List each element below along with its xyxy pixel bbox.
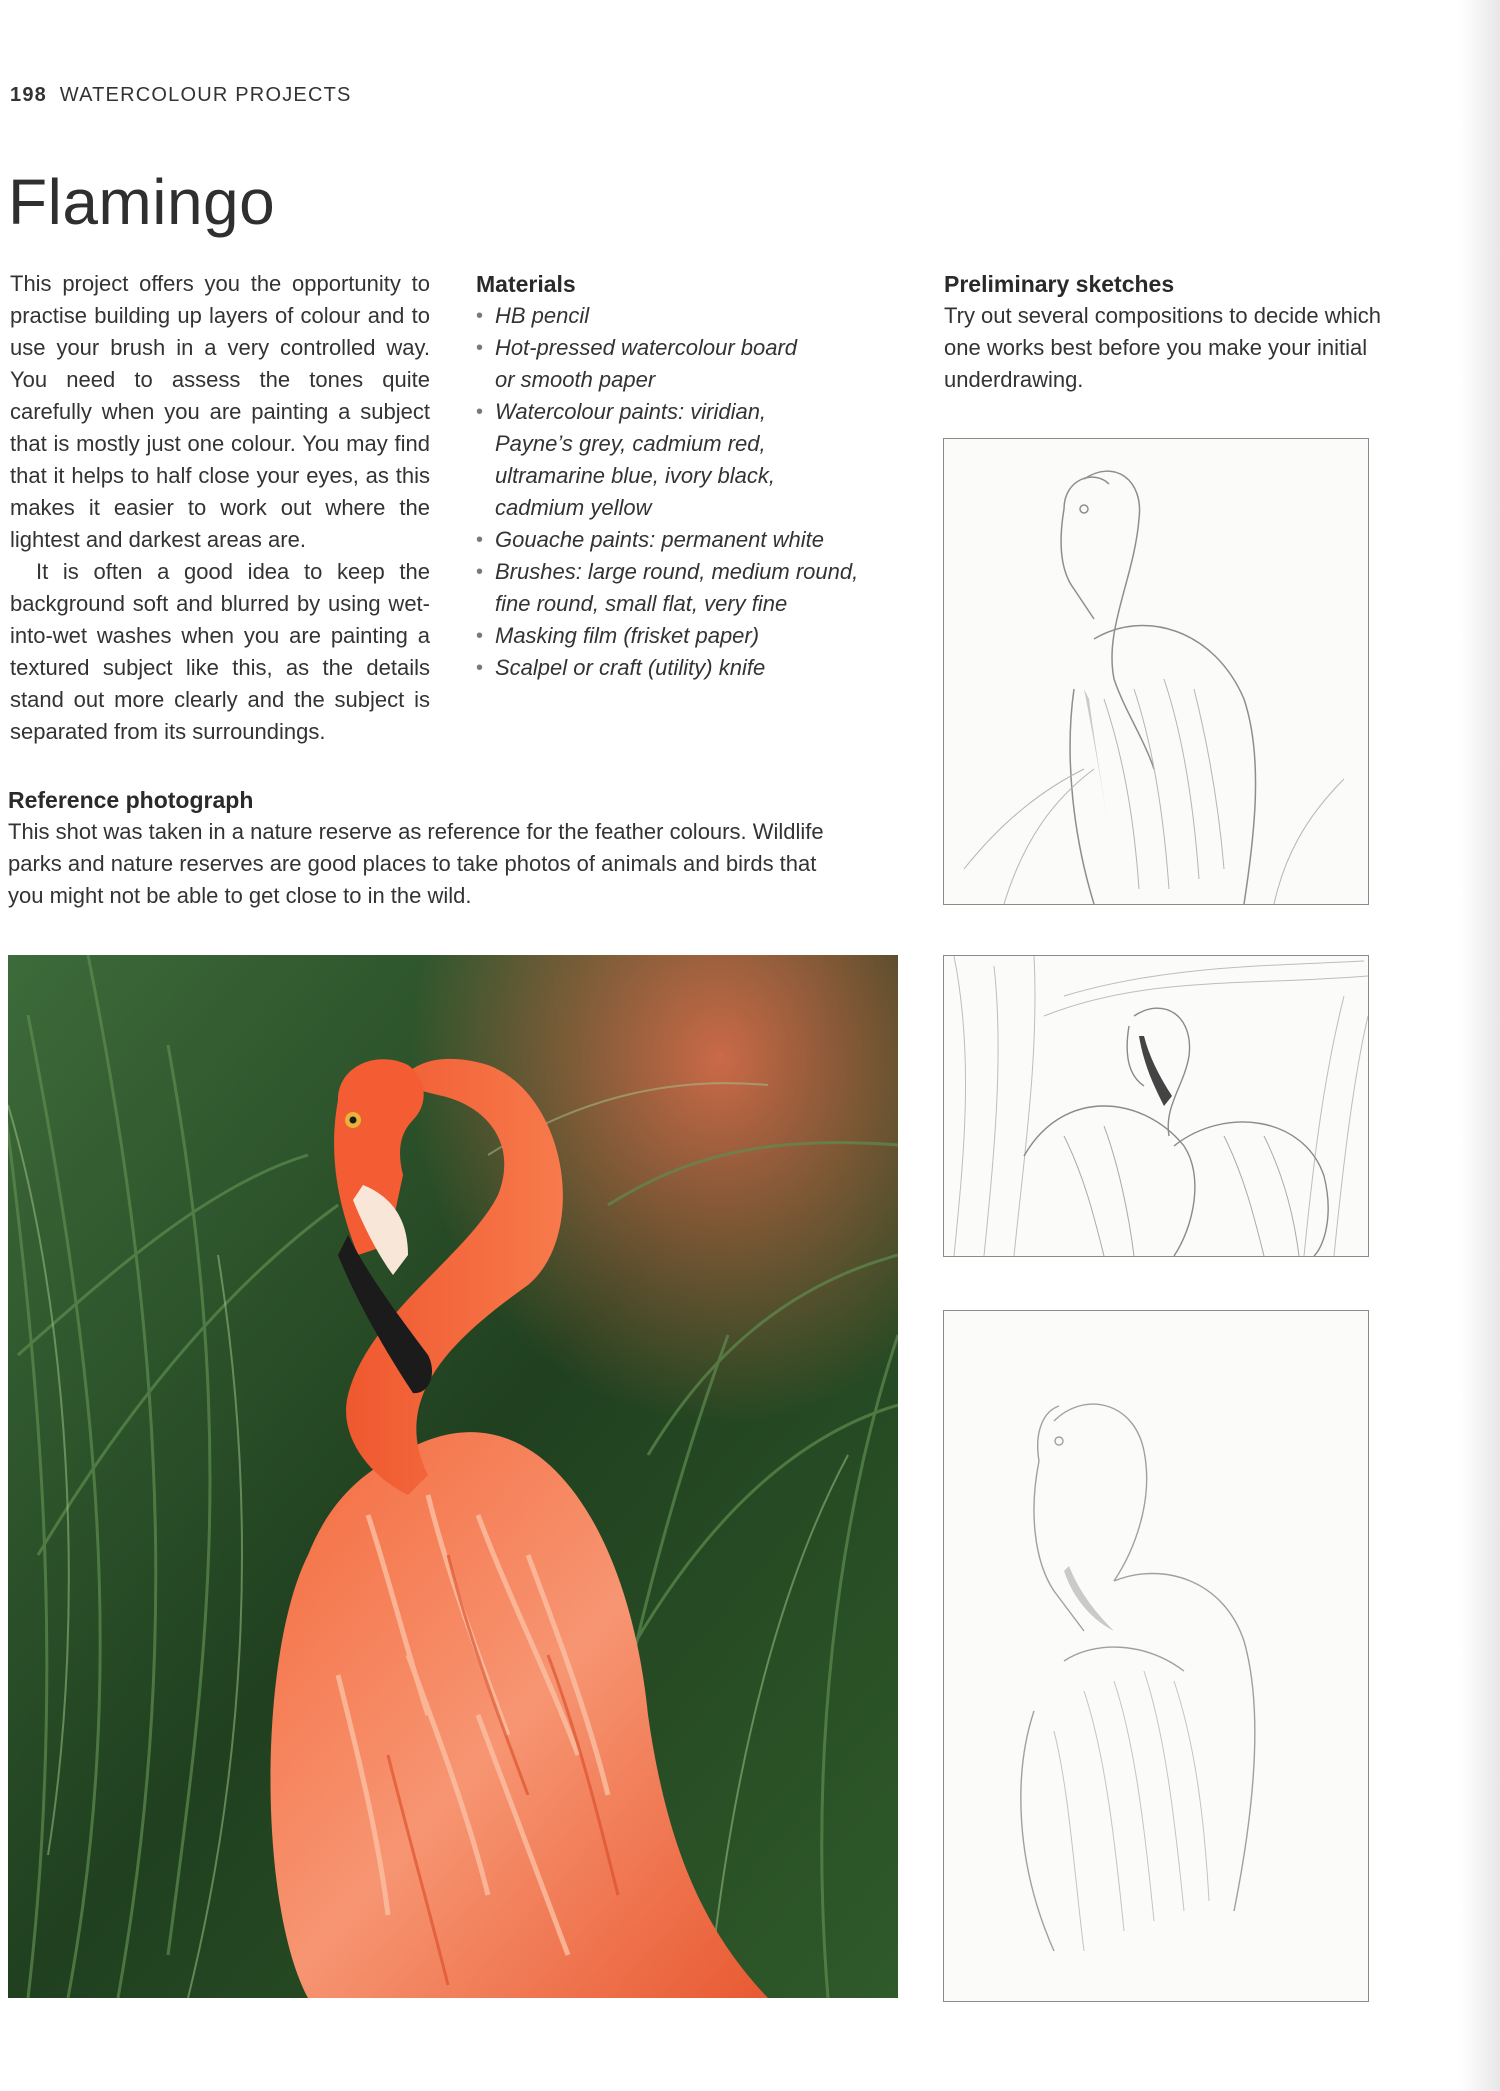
list-item: • HB pencil bbox=[476, 300, 916, 332]
preliminary-sketch-1 bbox=[943, 438, 1369, 905]
list-item: • Scalpel or craft (utility) knife bbox=[476, 652, 916, 684]
section-name: WATERCOLOUR PROJECTS bbox=[59, 84, 352, 106]
preliminary-heading: Preliminary sketches bbox=[944, 271, 1175, 297]
flamingo-photo-illustration bbox=[8, 955, 898, 1998]
preliminary-sketch-3 bbox=[943, 1310, 1369, 2002]
intro-text bbox=[10, 268, 430, 748]
reference-section bbox=[8, 784, 828, 912]
intro-paragraph-2: It is often a good idea to keep the background soft and blurred by using wet-into-wet washes when you are painting a textured subject like this, as the details stand out more clearly and the subject is separated from its surroundings. bbox=[10, 559, 430, 744]
preliminary-sketch-2 bbox=[943, 955, 1369, 1257]
bullet-icon: • bbox=[476, 401, 484, 423]
materials-section bbox=[476, 268, 916, 684]
bullet-icon: • bbox=[476, 529, 484, 551]
flamingo-sketch-1 bbox=[944, 439, 1368, 904]
bullet-icon: • bbox=[476, 305, 484, 327]
preliminary-sketches-section bbox=[944, 268, 1384, 396]
reference-text: This shot was taken in a nature reserve as reference for the feather colours. Wildlife parks and nature reserves are good places to take photos of animals and birds that you might not be able to get close to in the wild. bbox=[8, 819, 824, 908]
list-item: • Hot-pressed watercolour board or smooth paper bbox=[476, 332, 916, 396]
list-item: • Watercolour paints: viridian, Payne’s grey, cadmium red, ultramarine blue, ivory black, cadmium yellow bbox=[476, 396, 916, 524]
materials-heading: Materials bbox=[476, 271, 576, 297]
intro-paragraph-1: This project offers you the opportunity to practise building up layers of colour and to use your brush in a very controlled way. You need to assess the tones quite carefully when you are painting a subject that is mostly just one colour. You may find that it helps to half close your eyes, as this makes it easier to work out where the lightest and darkest areas are. bbox=[10, 271, 430, 552]
bullet-icon: • bbox=[476, 657, 484, 679]
preliminary-text: Try out several compositions to decide which one works best before you make your initial underdrawing. bbox=[944, 303, 1381, 392]
flamingo-sketch-2 bbox=[944, 956, 1368, 1256]
list-item: • Brushes: large round, medium round, fine round, small flat, very fine bbox=[476, 556, 916, 620]
bullet-icon: • bbox=[476, 337, 484, 359]
list-item: • Masking film (frisket paper) bbox=[476, 620, 916, 652]
bullet-icon: • bbox=[476, 561, 484, 583]
materials-list bbox=[476, 300, 916, 684]
reference-heading: Reference photograph bbox=[8, 787, 254, 813]
flamingo-sketch-3 bbox=[944, 1311, 1368, 2001]
running-head bbox=[10, 84, 352, 107]
page-number: 198 bbox=[10, 84, 47, 106]
list-item: • Gouache paints: permanent white bbox=[476, 524, 916, 556]
reference-photo bbox=[8, 955, 898, 1998]
page-title: Flamingo bbox=[8, 166, 276, 238]
page-gutter-shadow bbox=[1460, 0, 1500, 2091]
bullet-icon: • bbox=[476, 625, 484, 647]
